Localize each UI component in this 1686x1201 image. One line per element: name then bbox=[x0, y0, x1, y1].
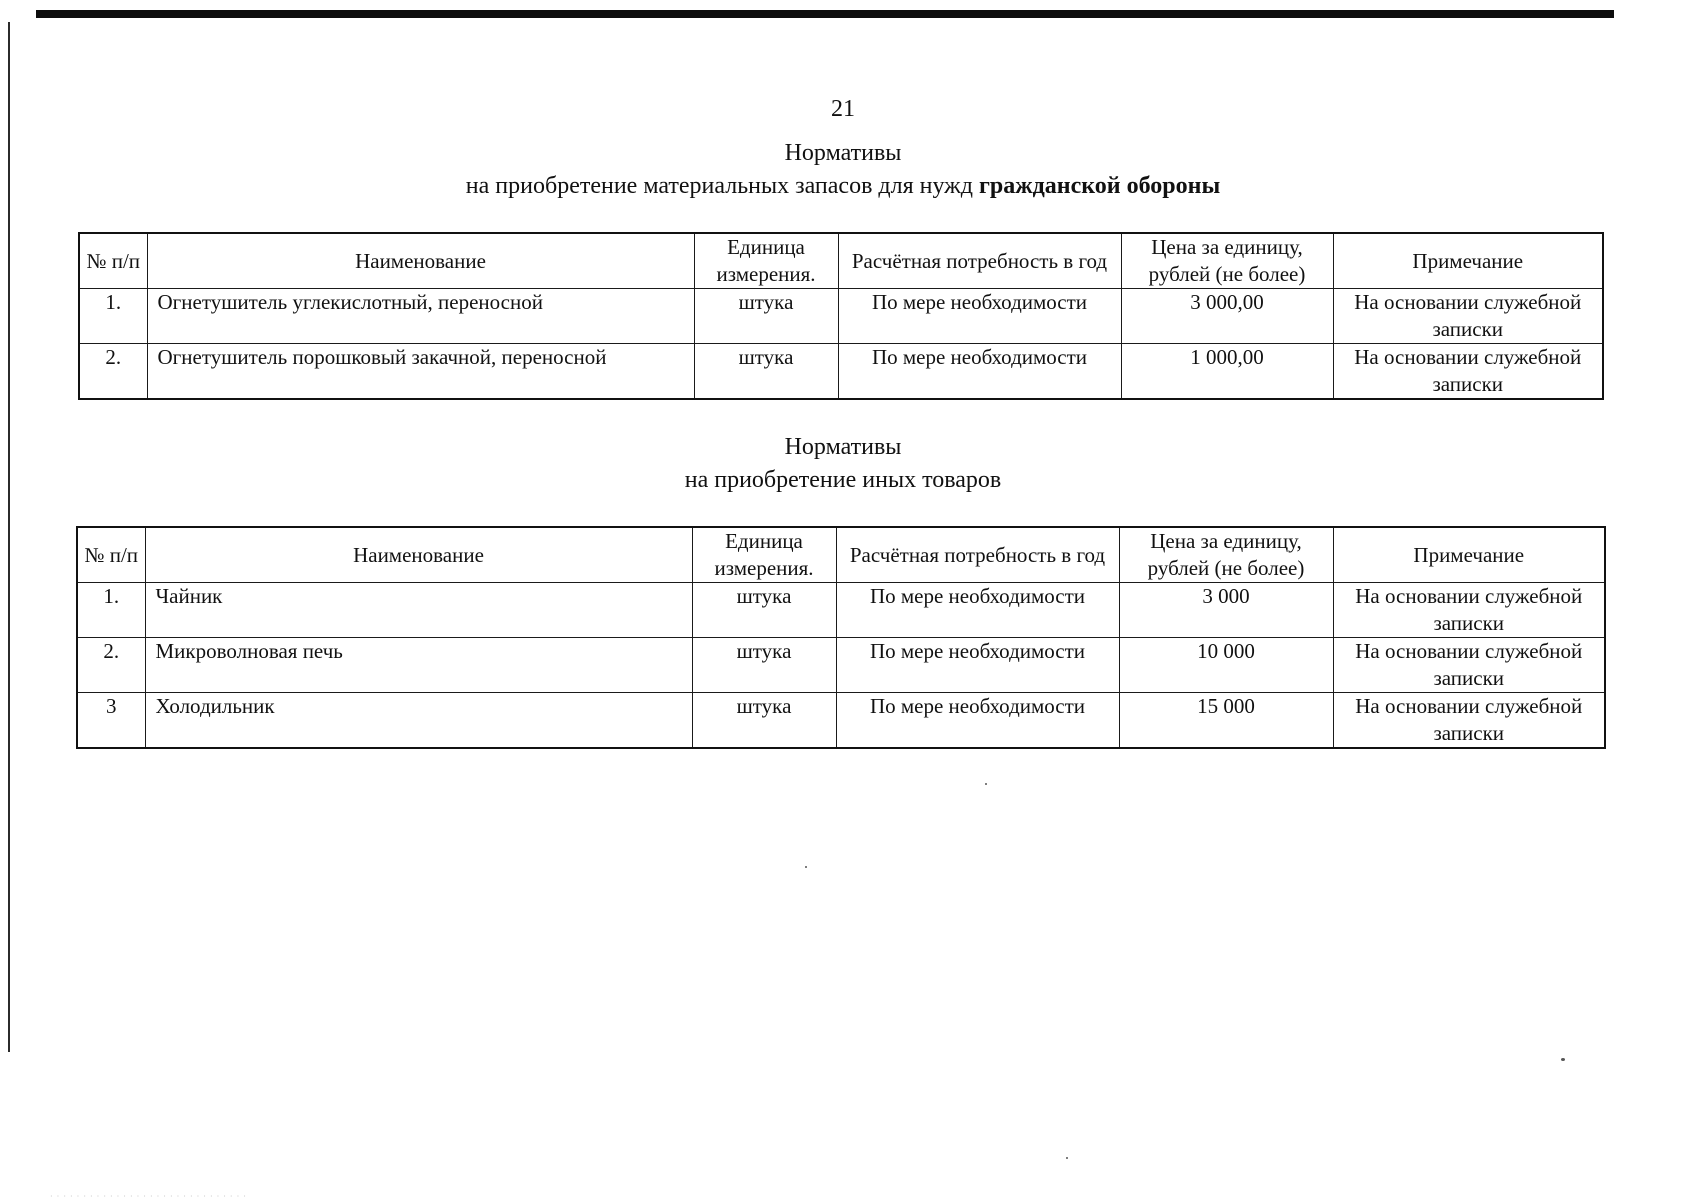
cell-num: 1. bbox=[79, 289, 147, 344]
cell-note: На основании служебной записки bbox=[1333, 583, 1605, 638]
cell-need: По мере необходимости bbox=[836, 583, 1119, 638]
cell-note: На основании служебной записки bbox=[1333, 693, 1605, 749]
table-row bbox=[77, 638, 1605, 693]
cell-num: 3 bbox=[77, 693, 145, 749]
cell-unit: штука bbox=[694, 344, 838, 400]
scan-footer-noise: · · · · · · · · · · · · · · · · · · · · · · · · · · · · · · bbox=[50, 1192, 247, 1201]
header-num: № п/п bbox=[77, 527, 145, 583]
header-price: Цена за единицу, рублей (не более) bbox=[1119, 527, 1333, 583]
table-row bbox=[79, 289, 1603, 344]
cell-price: 3 000 bbox=[1119, 583, 1333, 638]
section2-title-line1: Нормативы bbox=[784, 434, 902, 460]
header-note: Примечание bbox=[1333, 233, 1603, 289]
header-unit: Единица измерения. bbox=[694, 233, 838, 289]
cell-name: Огнетушитель порошковый закачной, переносной bbox=[147, 344, 694, 400]
header-num: № п/п bbox=[79, 233, 147, 289]
cell-name: Чайник bbox=[145, 583, 692, 638]
section2-title-line2: на приобретение иных товаров bbox=[684, 467, 1002, 493]
cell-num: 1. bbox=[77, 583, 145, 638]
cell-need: По мере необходимости bbox=[838, 344, 1121, 400]
section1-title-regular: на приобретение материальных запасов для нужд bbox=[465, 173, 979, 199]
header-need: Расчётная потребность в год bbox=[836, 527, 1119, 583]
cell-name: Холодильник bbox=[145, 693, 692, 749]
section1-title-line1: Нормативы bbox=[784, 140, 902, 166]
cell-note: На основании служебной записки bbox=[1333, 638, 1605, 693]
cell-num: 2. bbox=[79, 344, 147, 400]
cell-price: 10 000 bbox=[1119, 638, 1333, 693]
table-row bbox=[79, 344, 1603, 400]
other-goods-norms-table bbox=[76, 526, 1606, 749]
cell-name: Микроволновая печь bbox=[145, 638, 692, 693]
page-number: 21 bbox=[831, 96, 855, 122]
section1-title-line2 bbox=[0, 170, 1686, 203]
cell-unit: штука bbox=[694, 289, 838, 344]
cell-name: Огнетушитель углекислотный, переносной bbox=[147, 289, 694, 344]
table-row bbox=[77, 693, 1605, 749]
header-unit: Единица измерения. bbox=[692, 527, 836, 583]
scan-speck bbox=[1561, 1058, 1565, 1061]
cell-need: По мере необходимости bbox=[836, 693, 1119, 749]
section1-title-bold: гражданской обороны bbox=[978, 173, 1221, 199]
civil-defense-norms-table bbox=[78, 232, 1604, 400]
table-row bbox=[77, 583, 1605, 638]
cell-unit: штука bbox=[692, 638, 836, 693]
header-name: Наименование bbox=[147, 233, 694, 289]
header-name: Наименование bbox=[145, 527, 692, 583]
cell-unit: штука bbox=[692, 693, 836, 749]
table-header-row bbox=[77, 527, 1605, 583]
cell-note: На основании служебной записки bbox=[1333, 289, 1603, 344]
header-note: Примечание bbox=[1333, 527, 1605, 583]
header-need: Расчётная потребность в год bbox=[838, 233, 1121, 289]
cell-need: По мере необходимости bbox=[838, 289, 1121, 344]
top-border-line bbox=[36, 10, 1614, 18]
cell-note: На основании служебной записки bbox=[1333, 344, 1603, 400]
cell-unit: штука bbox=[692, 583, 836, 638]
header-price: Цена за единицу, рублей (не более) bbox=[1121, 233, 1333, 289]
cell-need: По мере необходимости bbox=[836, 638, 1119, 693]
table-header-row bbox=[79, 233, 1603, 289]
cell-price: 15 000 bbox=[1119, 693, 1333, 749]
scan-speck bbox=[805, 866, 807, 868]
scan-speck bbox=[985, 783, 987, 785]
cell-num: 2. bbox=[77, 638, 145, 693]
cell-price: 1 000,00 bbox=[1121, 344, 1333, 400]
section1-title bbox=[0, 137, 1686, 203]
scan-speck bbox=[1066, 1157, 1068, 1159]
cell-price: 3 000,00 bbox=[1121, 289, 1333, 344]
section2-title bbox=[0, 431, 1686, 497]
